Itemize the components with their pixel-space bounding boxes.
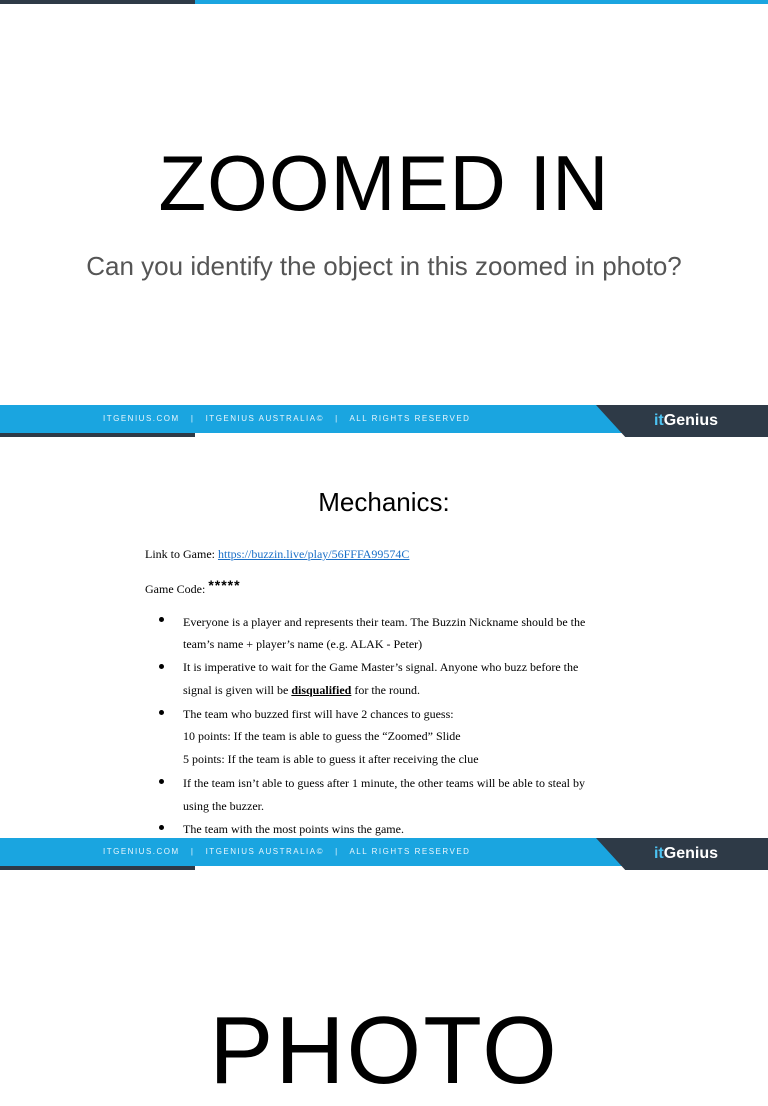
bullet-2-line-1: It is imperative to wait for the Game Master’s signal. Anyone who buzz before the [183, 660, 579, 674]
bullet-dot [159, 779, 164, 784]
bullet-2-line-2-post: for the round. [351, 683, 421, 697]
game-link-line [145, 546, 409, 562]
bullet-3-line-1: The team who buzzed first will have 2 chances to guess: [183, 707, 454, 721]
bullet-dot [159, 664, 164, 669]
slide1-footer [0, 405, 768, 437]
bullet-2-line-2-pre: signal is given will be [183, 683, 292, 697]
bullet-dot [159, 710, 164, 715]
bullet-dot [159, 617, 164, 622]
footer-text: ITGENIUS.COM | ITGENIUS AUSTRALIA© | ALL RIGHTS RESERVED [103, 414, 471, 423]
bullet-3-line-2: 10 points: If the team is able to guess the “Zoomed” Slide [183, 729, 461, 743]
itgenius-logo [654, 844, 718, 864]
mechanics-title: Mechanics: [318, 487, 450, 517]
logo-it-part: it [653, 412, 664, 429]
bullet-4-line-1: If the team isn’t able to guess after 1 minute, the other teams will be able to steal by [183, 776, 585, 790]
itgenius-logo [654, 411, 718, 431]
bullet-4-line-2: using the buzzer. [183, 799, 264, 813]
slide3-title: PHOTO [209, 997, 559, 1104]
logo-genius-part: Genius [663, 845, 718, 862]
bullet-3-line-3: 5 points: If the team is able to guess it after receiving the clue [183, 752, 479, 766]
footer-dark-underline [0, 866, 195, 870]
bullet-dot [159, 825, 164, 830]
game-link-label: Link to Game: [145, 547, 218, 561]
top-accent-strip [0, 0, 768, 4]
slide1-subtitle: Can you identify the object in this zoomed in photo? [86, 251, 682, 281]
game-code-label: Game Code: [145, 582, 209, 596]
game-code-line [145, 577, 241, 597]
disqualified-text: disqualified [291, 683, 352, 697]
bullet-1-line-2: team’s name + player’s name (e.g. ALAK - Peter) [183, 637, 423, 651]
game-link[interactable]: https://buzzin.live/play/56FFFA99574C [217, 547, 410, 561]
bullet-2-line-2 [183, 682, 420, 698]
slide1-title: ZOOMED IN [158, 139, 610, 227]
footer-text: ITGENIUS.COM | ITGENIUS AUSTRALIA© | ALL RIGHTS RESERVED [103, 847, 471, 856]
footer-dark-underline [0, 433, 195, 437]
bullet-1-line-1: Everyone is a player and represents their team. The Buzzin Nickname should be the [183, 615, 586, 629]
slide2-footer [0, 838, 768, 870]
logo-it-part: it [653, 845, 664, 862]
logo-genius-part: Genius [663, 412, 718, 429]
top-accent-dark-segment [0, 0, 195, 4]
game-code-value: ***** [208, 577, 241, 593]
bullet-5-line-1: The team with the most points wins the game. [183, 822, 404, 836]
